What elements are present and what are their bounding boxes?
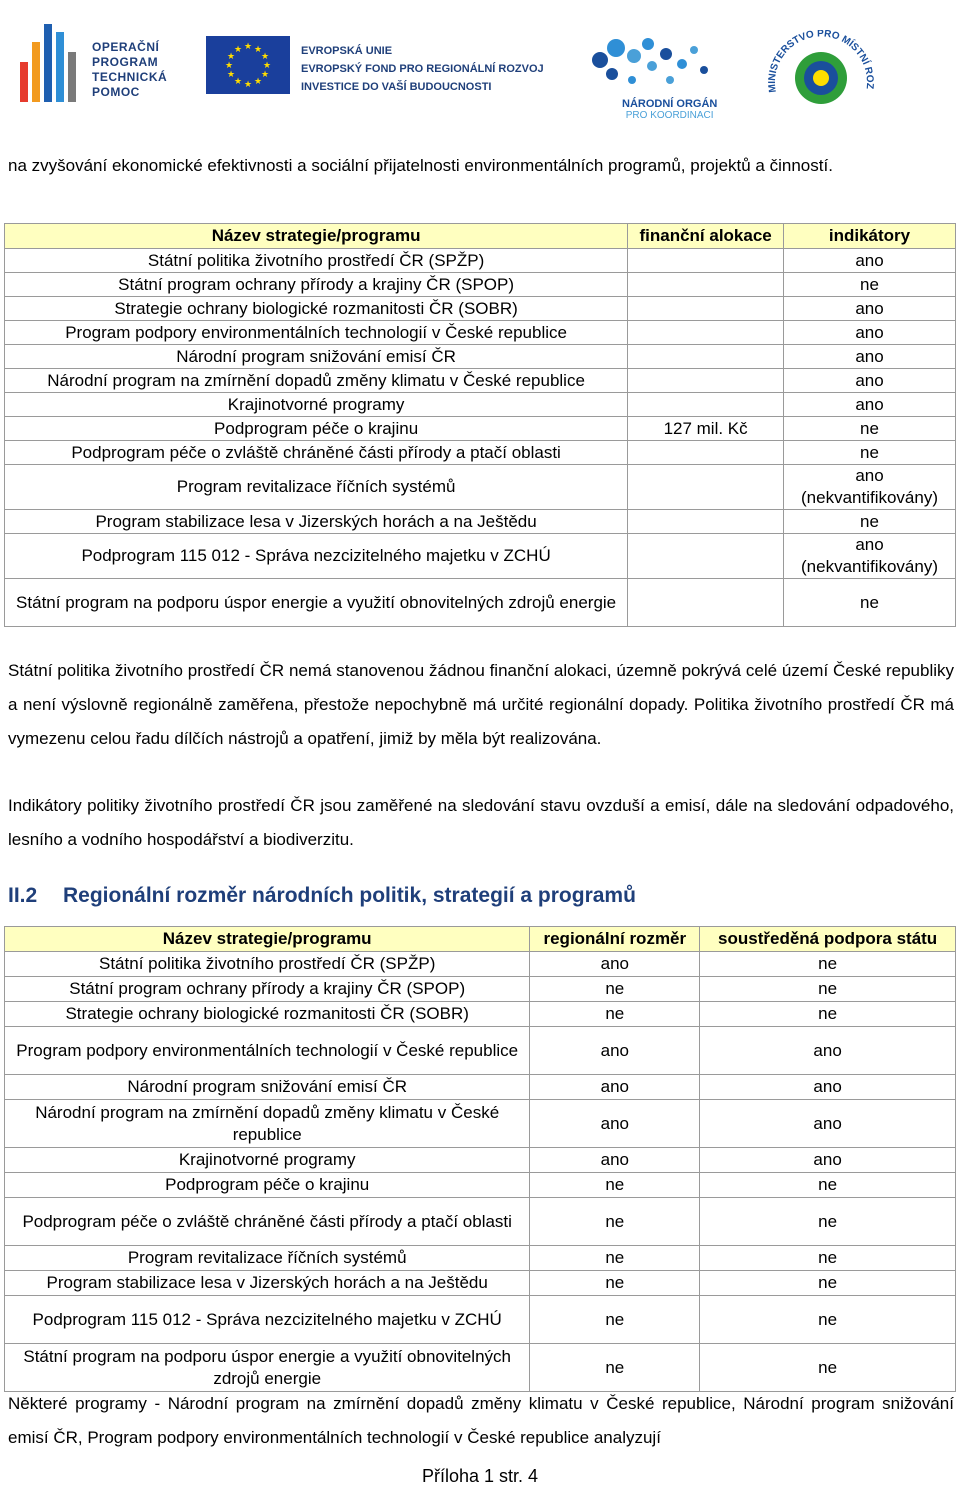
cell-program-name: Podprogram péče o krajinu [5, 417, 628, 441]
no-line: NÁRODNÍ ORGÁN [622, 98, 718, 110]
table-row [5, 273, 956, 297]
cell-program-name: Státní program ochrany přírody a krajiny ČR (SPOP) [5, 273, 628, 297]
indicators-table [4, 223, 956, 627]
body-paragraph-2 [8, 789, 954, 857]
cell-allocation [628, 345, 784, 369]
eu-line: EVROPSKÁ UNIE [301, 45, 393, 57]
table-row [5, 1027, 956, 1075]
svg-text:★: ★ [253, 45, 263, 55]
col-header-indicators: indikátory [784, 224, 956, 249]
table-row [5, 1173, 956, 1198]
cell-indicators: ne [784, 579, 956, 627]
table-row [5, 1002, 956, 1027]
page-footer: Příloha 1 str. 4 [421, 1466, 539, 1486]
logo-bar [68, 52, 76, 102]
cell-indicators: ano (nekvantifikovány) [784, 534, 956, 579]
table-row [5, 321, 956, 345]
cell-program-name: Krajinotvorné programy [5, 1148, 530, 1173]
svg-text:★: ★ [243, 80, 253, 90]
cell-regional: ano [530, 1027, 700, 1075]
logo-bar [56, 32, 64, 102]
cell-program-name: Státní politika životního prostředí ČR (SPŽP) [5, 249, 628, 273]
cell-regional: ne [530, 1198, 700, 1246]
mmr-logo [762, 30, 880, 116]
table-header-row [5, 927, 956, 952]
regional-table [4, 926, 956, 1392]
cell-program-name: Program podpory environmentálních technologií v České republice [5, 1027, 530, 1075]
cell-support: ne [700, 977, 956, 1002]
logo-bar [44, 24, 52, 102]
cell-allocation [628, 510, 784, 534]
body-paragraph-1 [8, 654, 954, 756]
cell-indicators: ano [784, 249, 956, 273]
section-title: Regionální rozměr národních politik, strategií a programů [63, 884, 636, 907]
intro-paragraph [8, 149, 954, 183]
table-row [5, 345, 956, 369]
cell-program-name: Národní program na zmírnění dopadů změny klimatu v České republice [5, 369, 628, 393]
cell-allocation [628, 579, 784, 627]
cell-support: ano [700, 1148, 956, 1173]
narodni-organ-text [622, 98, 717, 122]
cell-allocation [628, 534, 784, 579]
table-row [5, 297, 956, 321]
svg-text:★: ★ [260, 52, 270, 62]
svg-text:★: ★ [260, 70, 270, 80]
cell-allocation [628, 273, 784, 297]
dots-icon [586, 30, 736, 96]
para3-text: Některé programy - Národní program na zmírnění dopadů změny klimatu v České republice, Národní program snižování emisí ČR, Program podpory environmentálních technologií v České republice analyzují [8, 1394, 954, 1447]
body-paragraph-3 [8, 1387, 954, 1455]
section-heading [8, 884, 636, 908]
table-row [5, 1100, 956, 1148]
cell-program-name: Podprogram péče o zvláště chráněné části přírody a ptačí oblasti [5, 1198, 530, 1246]
cell-program-name: Program revitalizace říčních systémů [5, 1246, 530, 1271]
table-row [5, 1198, 956, 1246]
table-row [5, 369, 956, 393]
cell-allocation: 127 mil. Kč [628, 417, 784, 441]
mmr-icon [762, 30, 880, 116]
cell-support: ne [700, 1002, 956, 1027]
cell-program-name: Podprogram péče o zvláště chráněné části přírody a ptačí oblasti [5, 441, 628, 465]
eu-line: EVROPSKÝ FOND PRO REGIONÁLNÍ ROZVOJ [301, 63, 544, 75]
eu-flag-icon [206, 36, 290, 94]
svg-text:★: ★ [224, 61, 234, 71]
para1-text: Státní politika životního prostředí ČR nemá stanovenou žádnou finanční alokaci, územně pokrývá celé území České republiky a není výslovně regionálně zaměřena, přestože nepochybně má určité regionální dopady. Politika životního prostředí ČR má vymezenu celou řadu dílčích nástrojů a opatření, jimiž by měla být realizována. [8, 661, 954, 748]
svg-text:★: ★ [253, 77, 263, 87]
table-row [5, 249, 956, 273]
cell-indicators: ano (nekvantifikovány) [784, 465, 956, 510]
optp-line: POMOC [92, 85, 140, 99]
cell-program-name: Státní program na podporu úspor energie a využití obnovitelných zdrojů energie [5, 1344, 530, 1392]
cell-program-name: Národní program snižování emisí ČR [5, 345, 628, 369]
svg-text:★: ★ [233, 77, 243, 87]
mmr-text: MINISTERSTVO PRO MÍSTNÍ ROZ [766, 30, 876, 94]
intro-text: na zvyšování ekonomické efektivnosti a sociální přijatelnosti environmentálních programů, projektů a činností. [8, 156, 833, 175]
cell-program-name: Podprogram 115 012 - Správa nezcizitelného majetku v ZCHÚ [5, 1296, 530, 1344]
cell-allocation [628, 369, 784, 393]
optp-logo-text [92, 40, 167, 100]
cell-indicators: ano [784, 369, 956, 393]
narodni-organ-logo [586, 30, 736, 122]
table-row [5, 1148, 956, 1173]
cell-program-name: Program podpory environmentálních technologií v České republice [5, 321, 628, 345]
cell-indicators: ne [784, 510, 956, 534]
cell-regional: ano [530, 952, 700, 977]
table-row [5, 534, 956, 579]
cell-program-name: Strategie ochrany biologické rozmanitosti ČR (SOBR) [5, 1002, 530, 1027]
col-header-allocation: finanční alokace [628, 224, 784, 249]
cell-regional: ne [530, 1271, 700, 1296]
eu-logo [206, 36, 546, 98]
svg-text:★: ★ [243, 42, 253, 52]
cell-regional: ne [530, 977, 700, 1002]
no-line: PRO KOORDINACI [625, 110, 714, 121]
cell-support: ano [700, 1100, 956, 1148]
optp-line: OPERAČNÍ [92, 40, 160, 54]
cell-regional: ne [530, 1344, 700, 1392]
col-header-regional: regionální rozměr [530, 927, 700, 952]
cell-program-name: Národní program na zmírnění dopadů změny klimatu v České republice [5, 1100, 530, 1148]
cell-program-name: Strategie ochrany biologické rozmanitosti ČR (SOBR) [5, 297, 628, 321]
cell-allocation [628, 441, 784, 465]
cell-regional: ano [530, 1100, 700, 1148]
svg-text:★: ★ [226, 52, 236, 62]
svg-text:★: ★ [226, 70, 236, 80]
table-row [5, 1296, 956, 1344]
cell-indicators: ne [784, 417, 956, 441]
cell-support: ne [700, 1198, 956, 1246]
cell-support: ano [700, 1027, 956, 1075]
cell-regional: ne [530, 1296, 700, 1344]
cell-regional: ne [530, 1173, 700, 1198]
cell-support: ne [700, 1173, 956, 1198]
cell-support: ano [700, 1075, 956, 1100]
cell-allocation [628, 393, 784, 417]
col-header-name: Název strategie/programu [5, 927, 530, 952]
optp-logo [20, 22, 190, 102]
cell-support: ne [700, 1271, 956, 1296]
cell-program-name: Program revitalizace říčních systémů [5, 465, 628, 510]
cell-program-name: Program stabilizace lesa v Jizerských horách a na Ještědu [5, 510, 628, 534]
col-header-support: soustředěná podpora státu [700, 927, 956, 952]
cell-indicators: ne [784, 273, 956, 297]
cell-allocation [628, 249, 784, 273]
table-row [5, 977, 956, 1002]
optp-line: PROGRAM [92, 55, 159, 69]
table-row [5, 1271, 956, 1296]
cell-allocation [628, 465, 784, 510]
cell-indicators: ne [784, 441, 956, 465]
cell-support: ne [700, 1246, 956, 1271]
cell-allocation [628, 321, 784, 345]
table-row [5, 1246, 956, 1271]
cell-indicators: ano [784, 345, 956, 369]
cell-indicators: ano [784, 393, 956, 417]
cell-support: ne [700, 952, 956, 977]
cell-regional: ano [530, 1148, 700, 1173]
svg-text:★: ★ [262, 61, 272, 71]
cell-program-name: Podprogram 115 012 - Správa nezcizitelného majetku v ZCHÚ [5, 534, 628, 579]
cell-program-name: Krajinotvorné programy [5, 393, 628, 417]
optp-line: TECHNICKÁ [92, 70, 168, 84]
table-row [5, 579, 956, 627]
section-number: II.2 [8, 884, 38, 907]
cell-indicators: ano [784, 321, 956, 345]
cell-program-name: Národní program snižování emisí ČR [5, 1075, 530, 1100]
table-row [5, 465, 956, 510]
eu-logo-text [301, 42, 544, 96]
cell-allocation [628, 297, 784, 321]
eu-line: INVESTICE DO VAŠÍ BUDOUCNOSTI [301, 81, 492, 93]
eu-stars-icon [206, 36, 290, 94]
cell-program-name: Program stabilizace lesa v Jizerských horách a na Ještědu [5, 1271, 530, 1296]
cell-regional: ne [530, 1002, 700, 1027]
cell-support: ne [700, 1344, 956, 1392]
table-row [5, 1344, 956, 1392]
cell-regional: ano [530, 1075, 700, 1100]
para2-text: Indikátory politiky životního prostředí ČR jsou zaměřené na sledování stavu ovzduší a emisí, dále na sledování odpadového, lesního a vodního hospodářství a biodiverzitu. [8, 796, 954, 849]
table-row [5, 510, 956, 534]
table-row [5, 441, 956, 465]
logo-bar [32, 42, 40, 102]
table-row [5, 393, 956, 417]
cell-program-name: Státní program ochrany přírody a krajiny ČR (SPOP) [5, 977, 530, 1002]
table-header-row [5, 224, 956, 249]
cell-program-name: Státní politika životního prostředí ČR (SPŽP) [5, 952, 530, 977]
cell-regional: ne [530, 1246, 700, 1271]
cell-program-name: Státní program na podporu úspor energie a využití obnovitelných zdrojů energie [5, 579, 628, 627]
table-row [5, 1075, 956, 1100]
col-header-name: Název strategie/programu [5, 224, 628, 249]
logo-bar [20, 62, 28, 102]
svg-text:★: ★ [233, 45, 243, 55]
cell-support: ne [700, 1296, 956, 1344]
cell-program-name: Podprogram péče o krajinu [5, 1173, 530, 1198]
table-row [5, 952, 956, 977]
cell-indicators: ano [784, 297, 956, 321]
table-row [5, 417, 956, 441]
